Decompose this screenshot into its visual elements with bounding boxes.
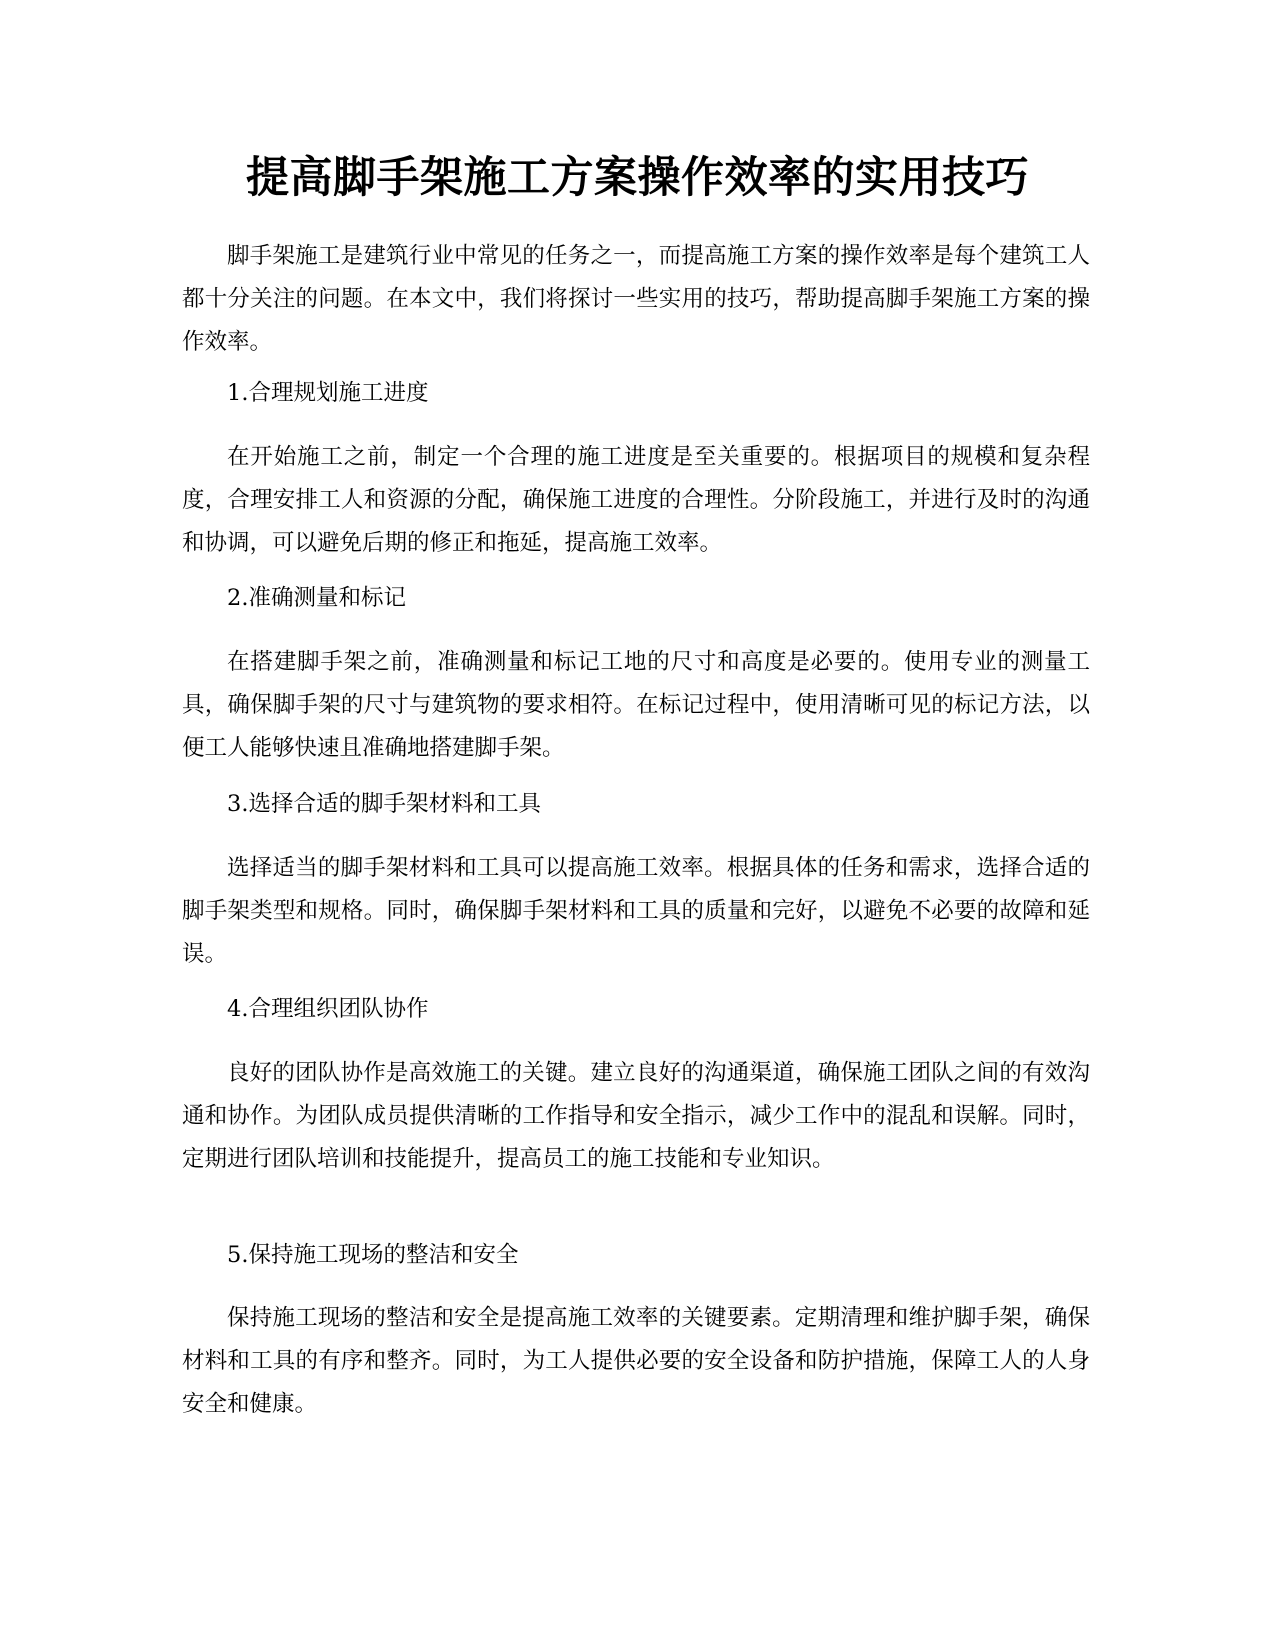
intro-paragraph: 脚手架施工是建筑行业中常见的任务之一，而提高施工方案的操作效率是每个建筑工人都十分关注的问题。在本文中，我们将探讨一些实用的技巧，帮助提高脚手架施工方案的操作效率。: [182, 243, 1090, 355]
section-heading-4: 4.合理组织团队协作: [227, 996, 429, 1022]
section-heading-2: 2.准确测量和标记: [227, 585, 406, 611]
section-heading-3: 3.选择合适的脚手架材料和工具: [227, 791, 541, 817]
section-heading-1: 1.合理规划施工进度: [227, 380, 429, 406]
section-body-3: 选择适当的脚手架材料和工具可以提高施工效率。根据具体的任务和需求，选择合适的脚手架类型和规格。同时，确保脚手架材料和工具的质量和完好，以避免不必要的故障和延误。: [182, 855, 1090, 967]
section-body-5: 保持施工现场的整洁和安全是提高施工效率的关键要素。定期清理和维护脚手架，确保材料和工具的有序和整齐。同时，为工人提供必要的安全设备和防护措施，保障工人的人身安全和健康。: [182, 1305, 1090, 1417]
section-heading-5: 5.保持施工现场的整洁和安全: [227, 1242, 519, 1268]
section-body-1: 在开始施工之前，制定一个合理的施工进度是至关重要的。根据项目的规模和复杂程度，合理安排工人和资源的分配，确保施工进度的合理性。分阶段施工，并进行及时的沟通和协调，可以避免后期的修正和拖延，提高施工效率。: [182, 444, 1090, 556]
document-title: 提高脚手架施工方案操作效率的实用技巧: [246, 153, 1029, 203]
section-body-2: 在搭建脚手架之前，准确测量和标记工地的尺寸和高度是必要的。使用专业的测量工具，确保脚手架的尺寸与建筑物的要求相符。在标记过程中，使用清晰可见的标记方法，以便工人能够快速且准确地搭建脚手架。: [182, 649, 1090, 761]
section-body-4: 良好的团队协作是高效施工的关键。建立良好的沟通渠道，确保施工团队之间的有效沟通和协作。为团队成员提供清晰的工作指导和安全指示，减少工作中的混乱和误解。同时，定期进行团队培训和技能提升，提高员工的施工技能和专业知识。: [182, 1060, 1090, 1172]
